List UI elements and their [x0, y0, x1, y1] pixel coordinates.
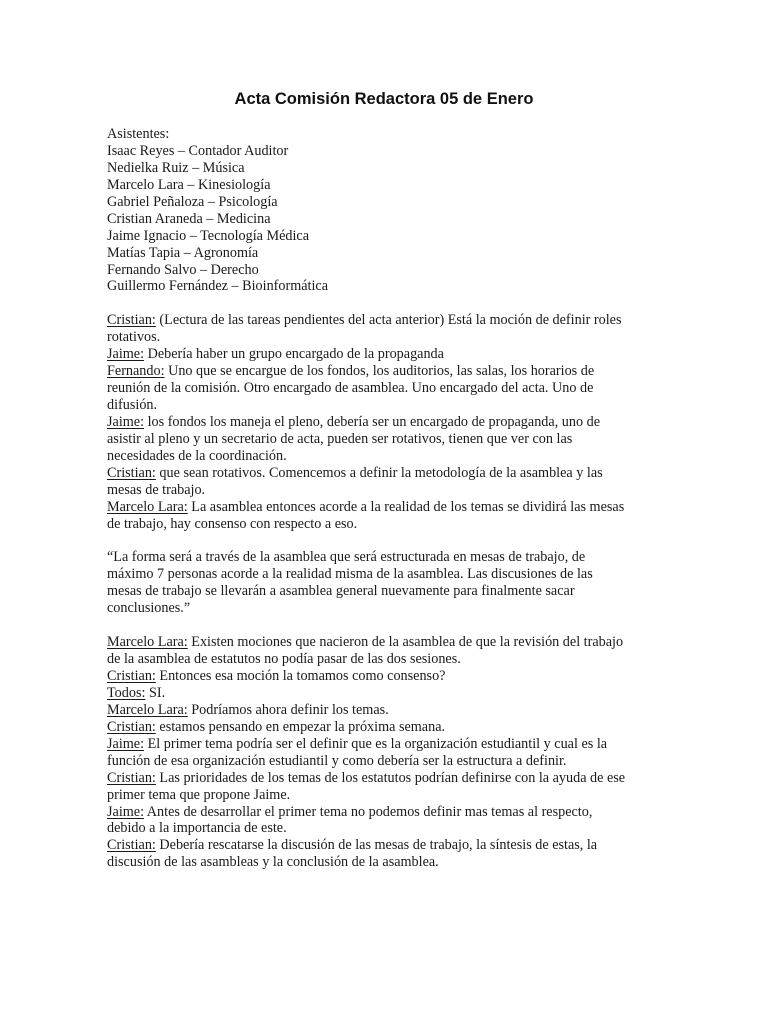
- dialogue-text: Las prioridades de los temas de los estatutos podrían definirse con la ayuda de ese: [155, 769, 626, 786]
- speaker-name: Cristian:: [107, 464, 156, 481]
- dialogue-line: [107, 668, 667, 685]
- spacer: [107, 295, 667, 312]
- dialogue-line: [107, 363, 667, 380]
- attendee-item: Matías Tapia – Agronomía: [107, 244, 259, 261]
- attendee-item: Fernando Salvo – Derecho: [107, 261, 259, 278]
- dialogue-continuation: mesas de trabajo.: [107, 481, 206, 498]
- dialogue-text: SI.: [145, 684, 166, 701]
- attendee-item: Cristian Araneda – Medicina: [107, 210, 271, 227]
- dialogue-line: [107, 499, 667, 516]
- quote-line: máximo 7 personas acorde a la realidad misma de la asamblea. Las discusiones de las: [107, 566, 593, 583]
- speaker-name: Cristian:: [107, 769, 156, 786]
- speaker-name: Marcelo Lara:: [107, 701, 188, 718]
- speaker-name: Marcelo Lara:: [107, 498, 188, 515]
- dialogue-line: [107, 719, 667, 736]
- dialogue-continuation: debido a la importancia de este.: [107, 820, 287, 837]
- attendee-item: Guillermo Fernández – Bioinformática: [107, 278, 329, 295]
- quote-line: mesas de trabajo se llevarán a asamblea general nuevamente para finalmente sacar: [107, 583, 575, 600]
- dialogue-continuation: reunión de la comisión. Otro encargado de asamblea. Uno encargado del acta. Uno de: [107, 380, 594, 397]
- speaker-name: Cristian:: [107, 668, 156, 684]
- dialogue-line: [107, 346, 667, 363]
- dialogue-line: [107, 685, 667, 702]
- dialogue-text: estamos pensando en empezar la próxima semana.: [155, 718, 446, 735]
- dialogue-text: La asamblea entonces acorde a la realidad de los temas se dividirá las mesas: [187, 498, 625, 515]
- speaker-name: Cristian:: [107, 837, 156, 854]
- attendees-list: [107, 143, 667, 295]
- speaker-name: Marcelo Lara:: [107, 634, 188, 651]
- speaker-name: Cristian:: [107, 312, 156, 329]
- dialogue-line: [107, 770, 667, 787]
- dialogue-line: [107, 634, 667, 651]
- dialogue-line: [107, 736, 667, 753]
- speaker-name: Cristian:: [107, 718, 156, 735]
- dialogue-section-2: [107, 634, 667, 871]
- dialogue-continuation: necesidades de la coordinación.: [107, 447, 287, 464]
- dialogue-line: [107, 414, 667, 431]
- dialogue-continuation: discusión de las asambleas y la conclusión de la asamblea.: [107, 854, 439, 871]
- consensus-quote: [107, 549, 667, 617]
- speaker-name: Todos:: [107, 684, 146, 701]
- dialogue-continuation: de trabajo, hay consenso con respecto a eso.: [107, 515, 358, 532]
- attendee-item: Jaime Ignacio – Tecnología Médica: [107, 227, 310, 244]
- dialogue-text: los fondos los maneja el pleno, debería ser un encargado de propaganda, uno de: [144, 413, 601, 430]
- dialogue-text: Uno que se encargue de los fondos, los auditorios, las salas, los horarios de: [164, 363, 595, 380]
- speaker-name: Jaime:: [107, 413, 145, 430]
- attendees-heading: Asistentes:: [107, 126, 170, 142]
- dialogue-continuation: de la asamblea de estatutos no podía pasar de las dos sesiones.: [107, 651, 461, 668]
- dialogue-text: (Lectura de las tareas pendientes del acta anterior) Está la moción de definir roles: [155, 312, 622, 329]
- spacer: [107, 617, 667, 634]
- speaker-name: Jaime:: [107, 346, 145, 363]
- dialogue-text: Debería haber un grupo encargado de la propaganda: [144, 346, 444, 363]
- quote-line: “La forma será a través de la asamblea que será estructurada en mesas de trabajo, de: [107, 549, 586, 566]
- dialogue-text: que sean rotativos. Comencemos a definir la metodología de la asamblea y las: [155, 464, 603, 481]
- dialogue-text: El primer tema podría ser el definir que es la organización estudiantil y cual es la: [144, 735, 608, 752]
- dialogue-text: Entonces esa moción la tomamos como consenso?: [155, 668, 446, 684]
- dialogue-line: [107, 465, 667, 482]
- dialogue-section-1: [107, 312, 667, 532]
- dialogue-continuation: primer tema que propone Jaime.: [107, 786, 291, 803]
- dialogue-continuation: asistir al pleno y un secretario de acta, pueden ser rotativos, tienen que ver con las: [107, 430, 573, 447]
- speaker-name: Fernando:: [107, 363, 165, 380]
- dialogue-line: [107, 804, 667, 821]
- dialogue-line: [107, 837, 667, 854]
- quote-line: conclusiones.”: [107, 600, 191, 617]
- speaker-name: Jaime:: [107, 803, 145, 820]
- dialogue-text: Debería rescatarse la discusión de las mesas de trabajo, la síntesis de estas, la: [155, 837, 598, 854]
- attendee-item: Marcelo Lara – Kinesiología: [107, 176, 271, 193]
- dialogue-text: Antes de desarrollar el primer tema no podemos definir mas temas al respecto,: [144, 803, 593, 820]
- dialogue-text: Podríamos ahora definir los temas.: [187, 701, 389, 718]
- dialogue-text: Existen mociones que nacieron de la asamblea de que la revisión del trabajo: [187, 634, 624, 651]
- dialogue-continuation: rotativos.: [107, 329, 161, 346]
- dialogue-line: [107, 312, 667, 329]
- document-body: [107, 126, 667, 871]
- attendee-item: Gabriel Peñaloza – Psicología: [107, 193, 278, 210]
- attendee-item: Nedielka Ruiz – Música: [107, 159, 245, 176]
- dialogue-continuation: función de esa organización estudiantil y como debería ser la estructura a definir.: [107, 752, 567, 769]
- dialogue-continuation: difusión.: [107, 397, 158, 413]
- attendee-item: Isaac Reyes – Contador Auditor: [107, 142, 289, 159]
- spacer: [107, 533, 667, 550]
- dialogue-line: [107, 702, 667, 719]
- document-title: Acta Comisión Redactora 05 de Enero: [234, 90, 534, 108]
- speaker-name: Jaime:: [107, 735, 145, 752]
